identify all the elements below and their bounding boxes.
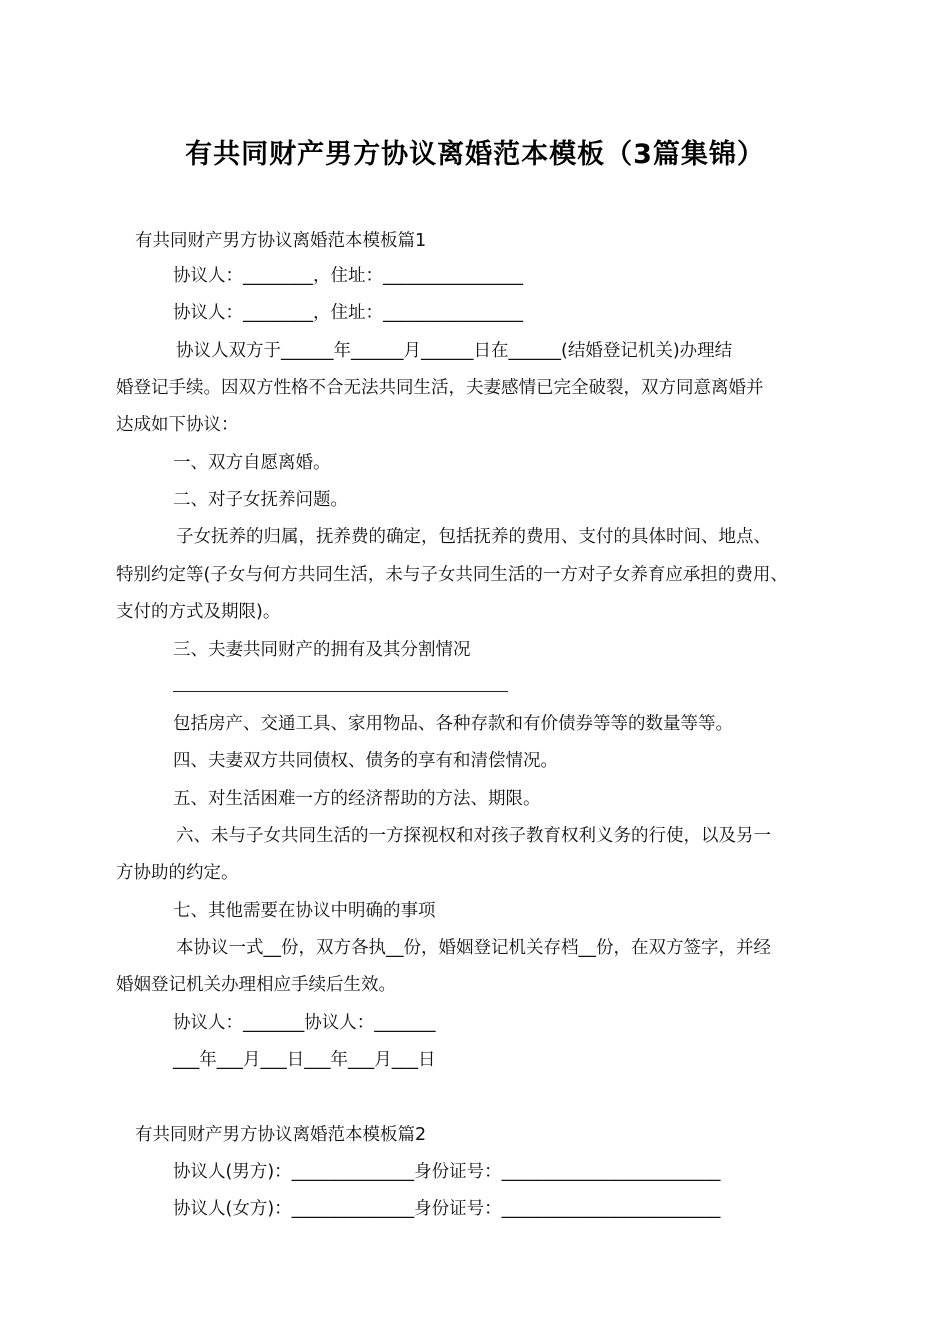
party1-line: 协议人：________，住址：________________ (173, 266, 523, 286)
item-5: 五、对生活困难一方的经济帮助的方法、期限。 (173, 789, 541, 809)
intro-line-1: 协议人双方于______年______月______日在______(结婚登记机关)办理结 (176, 341, 733, 361)
item-1: 一、双方自愿离婚。 (173, 453, 331, 473)
copies-line-1: 本协议一式__份，双方各执__份，婚姻登记机关存档__份，在双方签字，并经 (176, 938, 771, 958)
section1-heading: 有共同财产男方协议离婚范本模板篇1 (135, 231, 427, 251)
party2-line: 协议人：________，住址：________________ (173, 303, 523, 323)
female-party-line: 协议人(女方)：______________身份证号：_________________________ (173, 1199, 721, 1219)
section2-heading: 有共同财产男方协议离婚范本模板篇2 (135, 1125, 427, 1145)
item-6-line-1: 六、未与子女共同生活的一方探视权和对孩子教育权利义务的行使，以及另一 (176, 826, 771, 846)
copies-line-2: 婚姻登记机关办理相应手续后生效。 (116, 975, 396, 995)
item-3: 三、夫妻共同财产的拥有及其分割情况 (173, 640, 471, 660)
item-3-detail: 包括房产、交通工具、家用物品、各种存款和有价债券等等的数量等等。 (173, 714, 733, 734)
intro-line-2: 婚登记手续。因双方性格不合无法共同生活，夫妻感情已完全破裂，双方同意离婚并 (116, 378, 764, 398)
fill-in-blank-rule (173, 691, 508, 692)
signature-line: 协议人：_______协议人：_______ (173, 1013, 436, 1033)
intro-line-3: 达成如下协议： (116, 415, 239, 435)
item-6-line-2: 方协助的约定。 (116, 863, 239, 883)
item-4: 四、夫妻双方共同债权、债务的享有和清偿情况。 (173, 751, 558, 771)
item-2-detail-line-3: 支付的方式及期限)。 (116, 602, 281, 622)
item-2-detail-line-2: 特别约定等(子女与何方共同生活，未与子女共同生活的一方对子女养育应承担的费用、 (116, 565, 788, 585)
date-line: ___年___月___日___年___月___日 (173, 1050, 436, 1070)
document-title: 有共同财产男方协议离婚范本模板（3篇集锦） (185, 139, 765, 170)
male-party-line: 协议人(男方)：______________身份证号：_________________________ (173, 1162, 721, 1182)
item-2: 二、对子女抚养问题。 (173, 490, 348, 510)
item-7: 七、其他需要在协议中明确的事项 (173, 901, 436, 921)
item-2-detail-line-1: 子女抚养的归属，抚养费的确定，包括抚养的费用、支付的具体时间、地点、 (176, 527, 771, 547)
